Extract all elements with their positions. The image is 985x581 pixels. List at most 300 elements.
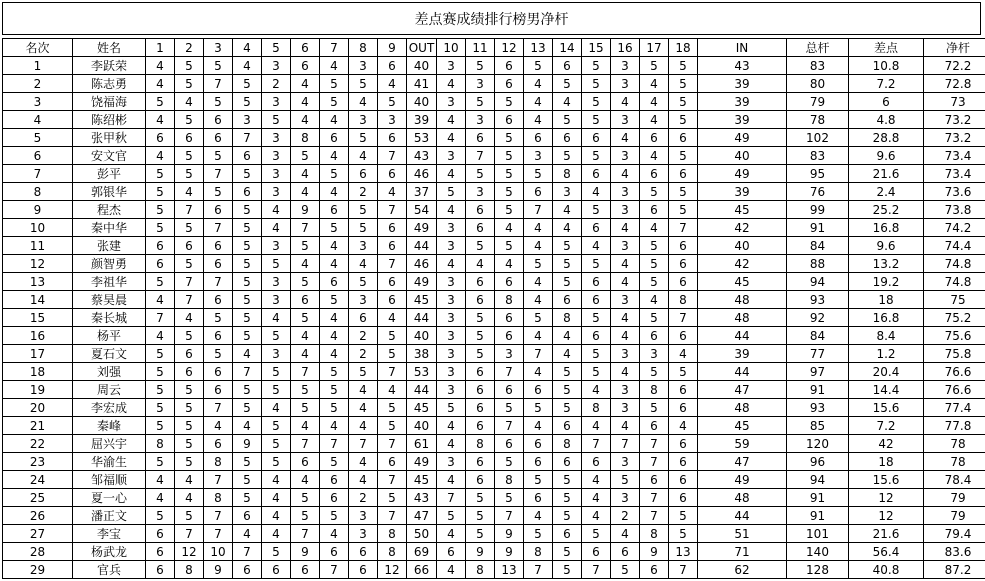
score-cell[interactable]: 6 xyxy=(524,489,553,507)
score-cell[interactable]: 5 xyxy=(233,255,262,273)
score-cell[interactable]: 4 xyxy=(524,93,553,111)
score-cell[interactable]: 6 xyxy=(466,201,495,219)
player-name-cell[interactable]: 陈志勇 xyxy=(73,75,146,93)
score-cell[interactable]: 3 xyxy=(611,399,640,417)
score-cell[interactable]: 83 xyxy=(787,57,849,75)
score-cell[interactable]: 4 xyxy=(524,237,553,255)
player-name-cell[interactable]: 秦峰 xyxy=(73,417,146,435)
score-cell[interactable]: 4 xyxy=(437,561,466,579)
score-cell[interactable]: 6 xyxy=(669,327,698,345)
score-cell[interactable]: 48 xyxy=(698,309,787,327)
score-cell[interactable]: 3 xyxy=(553,183,582,201)
score-cell[interactable]: 12 xyxy=(849,507,924,525)
score-cell[interactable]: 4 xyxy=(437,525,466,543)
score-cell[interactable]: 4 xyxy=(582,489,611,507)
score-cell[interactable]: 7 xyxy=(495,507,524,525)
score-cell[interactable]: 7 xyxy=(640,453,669,471)
score-cell[interactable]: 5 xyxy=(233,453,262,471)
score-cell[interactable]: 5 xyxy=(378,345,407,363)
score-cell[interactable]: 4 xyxy=(582,381,611,399)
score-cell[interactable]: 5 xyxy=(466,57,495,75)
score-cell[interactable]: 99 xyxy=(787,201,849,219)
score-cell[interactable]: 6 xyxy=(640,471,669,489)
score-cell[interactable]: 5 xyxy=(349,75,378,93)
score-cell[interactable]: 6 xyxy=(378,237,407,255)
score-cell[interactable]: 83.6 xyxy=(924,543,985,561)
score-cell[interactable]: 4 xyxy=(524,363,553,381)
score-cell[interactable]: 5 xyxy=(204,309,233,327)
score-cell[interactable]: 4 xyxy=(437,75,466,93)
player-name-cell[interactable]: 陈绍彬 xyxy=(73,111,146,129)
score-cell[interactable]: 4 xyxy=(640,219,669,237)
score-cell[interactable]: 12 xyxy=(849,489,924,507)
score-cell[interactable]: 12 xyxy=(378,561,407,579)
score-cell[interactable]: 4 xyxy=(466,255,495,273)
score-cell[interactable]: 5 xyxy=(233,237,262,255)
score-cell[interactable]: 4 xyxy=(146,291,175,309)
score-cell[interactable]: 5 xyxy=(582,75,611,93)
score-cell[interactable]: 39 xyxy=(698,93,787,111)
score-cell[interactable]: 5 xyxy=(640,255,669,273)
score-cell[interactable]: 44 xyxy=(698,327,787,345)
score-cell[interactable]: 5 xyxy=(146,345,175,363)
score-cell[interactable]: 79.4 xyxy=(924,525,985,543)
score-cell[interactable]: 6 xyxy=(553,453,582,471)
score-cell[interactable]: 4 xyxy=(233,345,262,363)
score-cell[interactable]: 4 xyxy=(175,183,204,201)
score-cell[interactable]: 6 xyxy=(524,453,553,471)
score-cell[interactable]: 5 xyxy=(553,561,582,579)
score-cell[interactable]: 7 xyxy=(466,147,495,165)
player-name-cell[interactable]: 饶福海 xyxy=(73,93,146,111)
score-cell[interactable]: 4 xyxy=(524,507,553,525)
score-cell[interactable]: 6 xyxy=(204,435,233,453)
player-name-cell[interactable]: 夏一心 xyxy=(73,489,146,507)
score-cell[interactable]: 5 xyxy=(349,273,378,291)
score-cell[interactable]: 25.2 xyxy=(849,201,924,219)
score-cell[interactable]: 6 xyxy=(582,543,611,561)
score-cell[interactable]: 6 xyxy=(204,363,233,381)
score-cell[interactable]: 28.8 xyxy=(849,129,924,147)
player-name-cell[interactable]: 华渝生 xyxy=(73,453,146,471)
score-cell[interactable]: 8 xyxy=(204,453,233,471)
score-cell[interactable]: 77.8 xyxy=(924,417,985,435)
score-cell[interactable]: 4 xyxy=(262,219,291,237)
score-cell[interactable]: 5 xyxy=(378,417,407,435)
score-cell[interactable]: 47 xyxy=(698,453,787,471)
player-name-cell[interactable]: 屈兴宇 xyxy=(73,435,146,453)
score-cell[interactable]: 40 xyxy=(698,237,787,255)
score-cell[interactable]: 13 xyxy=(669,543,698,561)
score-cell[interactable]: 6 xyxy=(669,129,698,147)
score-cell[interactable]: 6 xyxy=(320,273,349,291)
score-cell[interactable]: 4 xyxy=(553,327,582,345)
score-cell[interactable]: 5 xyxy=(582,111,611,129)
score-cell[interactable]: 6 xyxy=(553,291,582,309)
score-cell[interactable]: 4 xyxy=(553,345,582,363)
score-cell[interactable]: 7 xyxy=(495,363,524,381)
score-cell[interactable]: 4 xyxy=(640,75,669,93)
score-cell[interactable]: 45 xyxy=(407,399,437,417)
score-cell[interactable]: 5 xyxy=(175,219,204,237)
score-cell[interactable]: 69 xyxy=(407,543,437,561)
score-cell[interactable]: 6 xyxy=(640,201,669,219)
score-cell[interactable]: 6 xyxy=(204,255,233,273)
score-cell[interactable]: 91 xyxy=(787,489,849,507)
score-cell[interactable]: 3 xyxy=(611,111,640,129)
score-cell[interactable]: 6 xyxy=(146,129,175,147)
score-cell[interactable]: 6 xyxy=(582,327,611,345)
score-cell[interactable]: 5 xyxy=(175,435,204,453)
score-cell[interactable]: 6 xyxy=(291,453,320,471)
rank-cell[interactable]: 10 xyxy=(3,219,73,237)
score-cell[interactable]: 3 xyxy=(262,147,291,165)
score-cell[interactable]: 5 xyxy=(146,201,175,219)
score-cell[interactable]: 72.8 xyxy=(924,75,985,93)
score-cell[interactable]: 5 xyxy=(349,219,378,237)
rank-cell[interactable]: 7 xyxy=(3,165,73,183)
score-cell[interactable]: 42 xyxy=(849,435,924,453)
score-cell[interactable]: 6 xyxy=(466,363,495,381)
player-name-cell[interactable]: 张甲秋 xyxy=(73,129,146,147)
score-cell[interactable]: 6 xyxy=(553,57,582,75)
score-cell[interactable]: 5 xyxy=(262,327,291,345)
score-cell[interactable]: 38 xyxy=(407,345,437,363)
score-cell[interactable]: 4 xyxy=(524,417,553,435)
score-cell[interactable]: 5 xyxy=(378,489,407,507)
score-cell[interactable]: 6 xyxy=(146,561,175,579)
score-cell[interactable]: 6 xyxy=(669,273,698,291)
score-cell[interactable]: 4 xyxy=(349,381,378,399)
score-cell[interactable]: 5 xyxy=(553,111,582,129)
column-header[interactable]: 17 xyxy=(640,39,669,57)
score-cell[interactable]: 7 xyxy=(524,561,553,579)
score-cell[interactable]: 49 xyxy=(698,471,787,489)
column-header[interactable]: 15 xyxy=(582,39,611,57)
score-cell[interactable]: 6 xyxy=(466,399,495,417)
score-cell[interactable]: 6 xyxy=(669,381,698,399)
score-cell[interactable]: 5 xyxy=(146,453,175,471)
score-cell[interactable]: 4 xyxy=(437,471,466,489)
score-cell[interactable]: 5 xyxy=(204,147,233,165)
score-cell[interactable]: 78 xyxy=(924,453,985,471)
rank-cell[interactable]: 26 xyxy=(3,507,73,525)
score-cell[interactable]: 3 xyxy=(611,291,640,309)
score-cell[interactable]: 46 xyxy=(407,255,437,273)
score-cell[interactable]: 4 xyxy=(611,327,640,345)
score-cell[interactable]: 5 xyxy=(495,237,524,255)
score-cell[interactable]: 3 xyxy=(262,57,291,75)
score-cell[interactable]: 3 xyxy=(437,291,466,309)
score-cell[interactable]: 6 xyxy=(204,327,233,345)
score-cell[interactable]: 3 xyxy=(611,183,640,201)
score-cell[interactable]: 5 xyxy=(233,93,262,111)
score-cell[interactable]: 6 xyxy=(582,453,611,471)
score-cell[interactable]: 5 xyxy=(553,507,582,525)
score-cell[interactable]: 7 xyxy=(669,561,698,579)
score-cell[interactable]: 45 xyxy=(698,201,787,219)
score-cell[interactable]: 4 xyxy=(437,129,466,147)
score-cell[interactable]: 5 xyxy=(640,237,669,255)
score-cell[interactable]: 46 xyxy=(407,165,437,183)
score-cell[interactable]: 7 xyxy=(175,273,204,291)
score-cell[interactable]: 7 xyxy=(611,435,640,453)
score-cell[interactable]: 8 xyxy=(669,291,698,309)
column-header[interactable]: 8 xyxy=(349,39,378,57)
score-cell[interactable]: 9 xyxy=(204,561,233,579)
score-cell[interactable]: 7 xyxy=(291,363,320,381)
score-cell[interactable]: 5 xyxy=(495,453,524,471)
score-cell[interactable]: 5 xyxy=(291,309,320,327)
score-cell[interactable]: 3 xyxy=(349,57,378,75)
score-cell[interactable]: 5 xyxy=(437,183,466,201)
score-cell[interactable]: 5 xyxy=(262,381,291,399)
score-cell[interactable]: 5 xyxy=(320,381,349,399)
score-cell[interactable]: 8 xyxy=(553,435,582,453)
score-cell[interactable]: 7 xyxy=(495,417,524,435)
rank-cell[interactable]: 12 xyxy=(3,255,73,273)
score-cell[interactable]: 74.8 xyxy=(924,255,985,273)
score-cell[interactable]: 4 xyxy=(291,255,320,273)
score-cell[interactable]: 2 xyxy=(611,507,640,525)
score-cell[interactable]: 5 xyxy=(175,507,204,525)
score-cell[interactable]: 5 xyxy=(495,183,524,201)
score-cell[interactable]: 5 xyxy=(669,93,698,111)
rank-cell[interactable]: 5 xyxy=(3,129,73,147)
score-cell[interactable]: 4 xyxy=(146,111,175,129)
score-cell[interactable]: 5 xyxy=(466,93,495,111)
score-cell[interactable]: 5 xyxy=(175,381,204,399)
score-cell[interactable]: 42 xyxy=(698,219,787,237)
score-cell[interactable]: 40 xyxy=(407,93,437,111)
score-cell[interactable]: 16.8 xyxy=(849,219,924,237)
score-cell[interactable]: 6 xyxy=(640,129,669,147)
score-cell[interactable]: 3 xyxy=(437,309,466,327)
rank-cell[interactable]: 22 xyxy=(3,435,73,453)
score-cell[interactable]: 4 xyxy=(669,345,698,363)
score-cell[interactable]: 5 xyxy=(262,255,291,273)
score-cell[interactable]: 5 xyxy=(524,309,553,327)
score-cell[interactable]: 4 xyxy=(262,525,291,543)
score-cell[interactable]: 5 xyxy=(146,417,175,435)
score-cell[interactable]: 88 xyxy=(787,255,849,273)
score-cell[interactable]: 4 xyxy=(320,57,349,75)
score-cell[interactable]: 6 xyxy=(495,435,524,453)
score-cell[interactable]: 5 xyxy=(553,75,582,93)
score-cell[interactable]: 3 xyxy=(262,129,291,147)
score-cell[interactable]: 39 xyxy=(698,183,787,201)
score-cell[interactable]: 3 xyxy=(378,111,407,129)
score-cell[interactable]: 4 xyxy=(146,471,175,489)
score-cell[interactable]: 7 xyxy=(204,471,233,489)
score-cell[interactable]: 5 xyxy=(582,201,611,219)
score-cell[interactable]: 94 xyxy=(787,273,849,291)
score-cell[interactable]: 9 xyxy=(495,543,524,561)
score-cell[interactable]: 3 xyxy=(262,183,291,201)
score-cell[interactable]: 3 xyxy=(437,57,466,75)
column-header[interactable]: 3 xyxy=(204,39,233,57)
score-cell[interactable]: 4 xyxy=(349,255,378,273)
score-cell[interactable]: 5 xyxy=(291,237,320,255)
score-cell[interactable]: 7 xyxy=(320,435,349,453)
score-cell[interactable]: 5 xyxy=(466,165,495,183)
score-cell[interactable]: 13 xyxy=(495,561,524,579)
score-cell[interactable]: 4 xyxy=(233,417,262,435)
score-cell[interactable]: 40 xyxy=(698,147,787,165)
score-cell[interactable]: 6 xyxy=(582,165,611,183)
score-cell[interactable]: 4 xyxy=(320,255,349,273)
column-header[interactable]: 4 xyxy=(233,39,262,57)
column-header[interactable]: 总杆 xyxy=(787,39,849,57)
score-cell[interactable]: 3 xyxy=(349,291,378,309)
score-cell[interactable]: 5 xyxy=(291,489,320,507)
score-cell[interactable]: 6 xyxy=(320,201,349,219)
score-cell[interactable]: 76.6 xyxy=(924,363,985,381)
score-cell[interactable]: 4 xyxy=(611,525,640,543)
score-cell[interactable]: 5 xyxy=(640,363,669,381)
score-cell[interactable]: 4 xyxy=(291,93,320,111)
rank-cell[interactable]: 16 xyxy=(3,327,73,345)
score-cell[interactable]: 4 xyxy=(582,183,611,201)
score-cell[interactable]: 6 xyxy=(582,273,611,291)
score-cell[interactable]: 96 xyxy=(787,453,849,471)
score-cell[interactable]: 5 xyxy=(669,111,698,129)
score-cell[interactable]: 6 xyxy=(553,525,582,543)
score-cell[interactable]: 73.4 xyxy=(924,165,985,183)
score-cell[interactable]: 6 xyxy=(849,93,924,111)
score-cell[interactable]: 7 xyxy=(233,363,262,381)
score-cell[interactable]: 5 xyxy=(320,507,349,525)
player-name-cell[interactable]: 颜智勇 xyxy=(73,255,146,273)
score-cell[interactable]: 6 xyxy=(146,525,175,543)
score-cell[interactable]: 5 xyxy=(378,399,407,417)
score-cell[interactable]: 4 xyxy=(175,489,204,507)
score-cell[interactable]: 73.8 xyxy=(924,201,985,219)
score-cell[interactable]: 6 xyxy=(175,345,204,363)
score-cell[interactable]: 8 xyxy=(495,291,524,309)
score-cell[interactable]: 74.2 xyxy=(924,219,985,237)
score-cell[interactable]: 5 xyxy=(262,111,291,129)
score-cell[interactable]: 7 xyxy=(378,471,407,489)
score-cell[interactable]: 7 xyxy=(524,345,553,363)
score-cell[interactable]: 5 xyxy=(640,309,669,327)
score-cell[interactable]: 5 xyxy=(233,219,262,237)
score-cell[interactable]: 4 xyxy=(553,93,582,111)
rank-cell[interactable]: 11 xyxy=(3,237,73,255)
score-cell[interactable]: 5 xyxy=(204,93,233,111)
score-cell[interactable]: 7 xyxy=(204,75,233,93)
score-cell[interactable]: 5 xyxy=(524,255,553,273)
score-cell[interactable]: 4 xyxy=(611,309,640,327)
score-cell[interactable]: 6 xyxy=(466,273,495,291)
score-cell[interactable]: 7 xyxy=(349,435,378,453)
rank-cell[interactable]: 17 xyxy=(3,345,73,363)
score-cell[interactable]: 5 xyxy=(466,345,495,363)
score-cell[interactable]: 5 xyxy=(320,399,349,417)
score-cell[interactable]: 53 xyxy=(407,129,437,147)
player-name-cell[interactable]: 潘正文 xyxy=(73,507,146,525)
score-cell[interactable]: 3 xyxy=(611,489,640,507)
score-cell[interactable]: 7 xyxy=(582,561,611,579)
score-cell[interactable]: 42 xyxy=(698,255,787,273)
score-cell[interactable]: 8.4 xyxy=(849,327,924,345)
score-cell[interactable]: 4 xyxy=(437,435,466,453)
score-cell[interactable]: 6 xyxy=(495,111,524,129)
player-name-cell[interactable]: 刘强 xyxy=(73,363,146,381)
rank-cell[interactable]: 2 xyxy=(3,75,73,93)
score-cell[interactable]: 4 xyxy=(349,417,378,435)
score-cell[interactable]: 5 xyxy=(495,399,524,417)
score-cell[interactable]: 75.8 xyxy=(924,345,985,363)
score-cell[interactable]: 8 xyxy=(378,543,407,561)
score-cell[interactable]: 5 xyxy=(233,399,262,417)
score-cell[interactable]: 7 xyxy=(175,525,204,543)
score-cell[interactable]: 102 xyxy=(787,129,849,147)
score-cell[interactable]: 7 xyxy=(437,489,466,507)
score-cell[interactable]: 5 xyxy=(495,147,524,165)
player-name-cell[interactable]: 郭银华 xyxy=(73,183,146,201)
score-cell[interactable]: 5 xyxy=(175,147,204,165)
player-name-cell[interactable]: 李跃荣 xyxy=(73,57,146,75)
score-cell[interactable]: 7 xyxy=(320,561,349,579)
rank-cell[interactable]: 20 xyxy=(3,399,73,417)
score-cell[interactable]: 9 xyxy=(495,525,524,543)
score-cell[interactable]: 7 xyxy=(233,543,262,561)
score-cell[interactable]: 5 xyxy=(553,381,582,399)
score-cell[interactable]: 7 xyxy=(146,309,175,327)
score-cell[interactable]: 5 xyxy=(146,165,175,183)
score-cell[interactable]: 4 xyxy=(204,417,233,435)
score-cell[interactable]: 5 xyxy=(582,255,611,273)
score-cell[interactable]: 5 xyxy=(524,525,553,543)
rank-cell[interactable]: 27 xyxy=(3,525,73,543)
player-name-cell[interactable]: 官兵 xyxy=(73,561,146,579)
score-cell[interactable]: 9 xyxy=(233,435,262,453)
score-cell[interactable]: 4 xyxy=(146,75,175,93)
score-cell[interactable]: 56.4 xyxy=(849,543,924,561)
score-cell[interactable]: 5 xyxy=(466,489,495,507)
score-cell[interactable]: 3 xyxy=(437,363,466,381)
score-cell[interactable]: 4 xyxy=(233,57,262,75)
score-cell[interactable]: 5 xyxy=(175,57,204,75)
score-cell[interactable]: 6 xyxy=(378,165,407,183)
score-cell[interactable]: 4 xyxy=(291,471,320,489)
score-cell[interactable]: 6 xyxy=(320,129,349,147)
score-cell[interactable]: 78.4 xyxy=(924,471,985,489)
score-cell[interactable]: 16.8 xyxy=(849,309,924,327)
score-cell[interactable]: 77 xyxy=(787,345,849,363)
score-cell[interactable]: 3 xyxy=(466,111,495,129)
score-cell[interactable]: 48 xyxy=(698,399,787,417)
score-cell[interactable]: 4 xyxy=(524,273,553,291)
score-cell[interactable]: 5 xyxy=(175,111,204,129)
score-cell[interactable]: 66 xyxy=(407,561,437,579)
score-cell[interactable]: 4 xyxy=(378,309,407,327)
score-cell[interactable]: 39 xyxy=(698,345,787,363)
score-cell[interactable]: 5 xyxy=(466,309,495,327)
score-cell[interactable]: 4 xyxy=(291,165,320,183)
score-cell[interactable]: 5 xyxy=(320,219,349,237)
score-cell[interactable]: 3 xyxy=(262,345,291,363)
score-cell[interactable]: 6 xyxy=(146,255,175,273)
score-cell[interactable]: 3 xyxy=(611,201,640,219)
player-name-cell[interactable]: 秦长城 xyxy=(73,309,146,327)
score-cell[interactable]: 6 xyxy=(553,129,582,147)
score-cell[interactable]: 6 xyxy=(262,561,291,579)
score-cell[interactable]: 4 xyxy=(524,291,553,309)
score-cell[interactable]: 49 xyxy=(698,129,787,147)
score-cell[interactable]: 8 xyxy=(495,471,524,489)
